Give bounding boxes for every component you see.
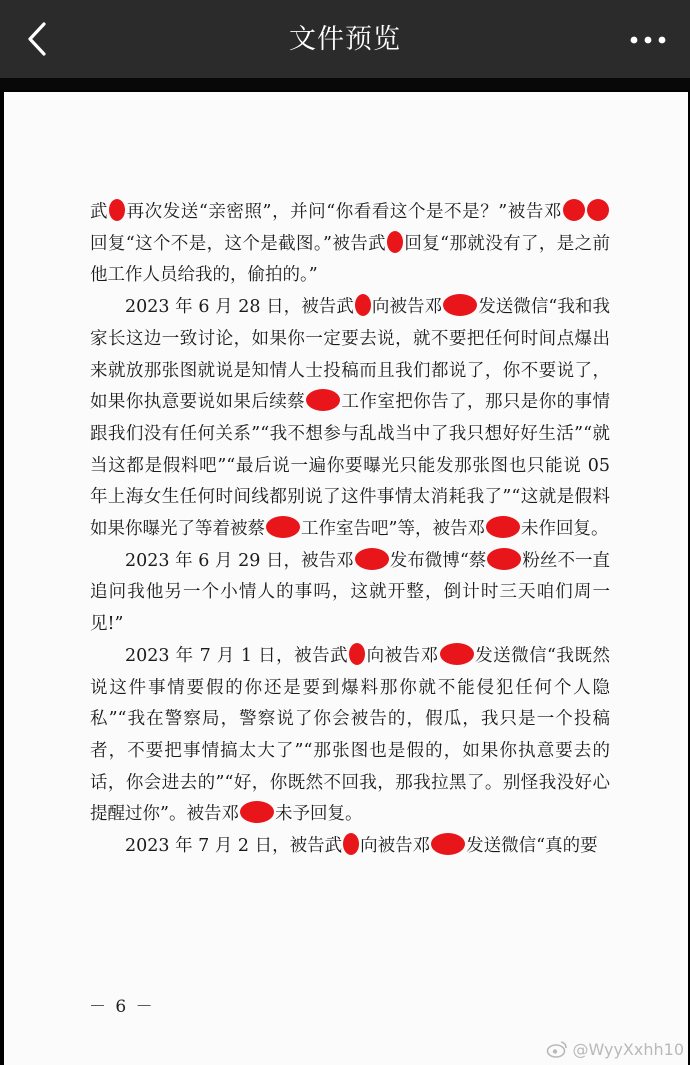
more-options-button[interactable] xyxy=(624,22,672,58)
paragraph-text: 再次发送“亲密照”，并问“你看看这个是不是？”被告邓 xyxy=(126,202,562,222)
paragraph-text: 未作回复。 xyxy=(520,519,609,540)
page-title: 文件预览 xyxy=(289,24,401,55)
document-paragraph xyxy=(90,546,610,641)
paragraph-text: 粉丝不一直追问我他另一个小情人的事吗，这就开整，倒计时三天咱们周一见!” xyxy=(90,550,611,635)
redaction-mark xyxy=(486,516,520,538)
redaction-mark xyxy=(431,833,465,855)
paragraph-text: 回复“那就没有了，是之前他工作人员给我的，偷拍的。” xyxy=(90,233,610,286)
redaction-mark xyxy=(343,833,359,855)
redaction-mark xyxy=(266,516,300,538)
paragraph-text: 发送微信“真的要 xyxy=(466,836,598,857)
paragraph-text: 向被告邓 xyxy=(360,836,431,857)
redaction-mark xyxy=(443,294,477,316)
paragraph-text: 发布微博“蔡 xyxy=(389,550,487,571)
paragraph-text: 未予回复。 xyxy=(274,804,363,825)
paragraph-text: 发送微信“我和我家长这边一致讨论，如果你一定要去说，就不要把任何时间点爆出来就放那张图就说是知情人士投稿而且我们都说了，你不要说了，如果你执意要说如果后续蔡 xyxy=(90,297,610,413)
redaction-mark xyxy=(240,801,274,823)
paragraph-text: 2023 年 6 月 28 日，被告武 xyxy=(125,297,354,318)
paragraph-text: 工作室告吧”等，被告邓 xyxy=(301,519,485,540)
paragraph-text: 向被告邓 xyxy=(371,297,443,318)
header-divider xyxy=(0,78,690,90)
redaction-mark xyxy=(109,199,125,221)
document-paragraph xyxy=(90,641,610,831)
watermark-text: @WyyXxhh10 xyxy=(572,1039,684,1059)
weibo-watermark xyxy=(546,1039,684,1059)
chevron-left-icon xyxy=(18,18,58,60)
paragraph-text: 2023 年 7 月 2 日，被告武 xyxy=(125,836,343,857)
paragraph-text: 发送微信“我既然说这件事情要假的你还是要到爆料那你就不能侵犯任何个人隐私”“我在警察局，警察说了你会被告的，假瓜，我只是一个投稿者，不要把事情搞太大了”“那张图也是假的，如果你执意要去的话，你会进去的”“好，你既然不回我，那我拉黑了。别怪我没好心提醒过你”。被告邓 xyxy=(90,645,610,825)
page-number: － 6 － xyxy=(89,997,155,1017)
back-button[interactable] xyxy=(18,18,58,60)
redaction-mark xyxy=(563,199,585,221)
paragraph-text: 2023 年 7 月 1 日，被告武 xyxy=(125,645,349,666)
top-bar xyxy=(0,0,690,78)
document-paragraph xyxy=(90,831,610,863)
redaction-mark xyxy=(487,548,521,570)
paragraph-text: 2023 年 6 月 29 日，被告邓 xyxy=(125,550,354,571)
redaction-mark xyxy=(349,643,365,665)
redaction-mark xyxy=(306,389,340,411)
redaction-mark xyxy=(355,548,389,570)
document-paragraph xyxy=(90,197,610,292)
weibo-icon xyxy=(546,1039,568,1059)
more-horizontal-icon xyxy=(624,22,672,58)
document-page[interactable] xyxy=(4,92,688,1065)
redaction-mark xyxy=(440,643,474,665)
redaction-mark xyxy=(387,231,403,253)
paragraph-text: 向被告邓 xyxy=(366,645,439,666)
document-body xyxy=(90,197,610,863)
paragraph-text: 武 xyxy=(90,202,109,222)
paragraph-text: 工作室把你告了，那只是你的事情跟我们没有任何关系”“我不想参与乱战当中了我只想好好生活”“就当这都是假料吧”“最后说一遍你要曝光只能发那张图也只能说 05 年上海女生任何时间线都别说了这件事情太消耗我了”“这就是假料如果你曝光了等着被蔡 xyxy=(90,392,611,540)
paragraph-text: 回复“这个不是，这个是截图。”被告武 xyxy=(90,233,386,254)
redaction-mark xyxy=(587,199,609,221)
document-paragraph xyxy=(90,292,610,546)
redaction-mark xyxy=(355,294,371,316)
